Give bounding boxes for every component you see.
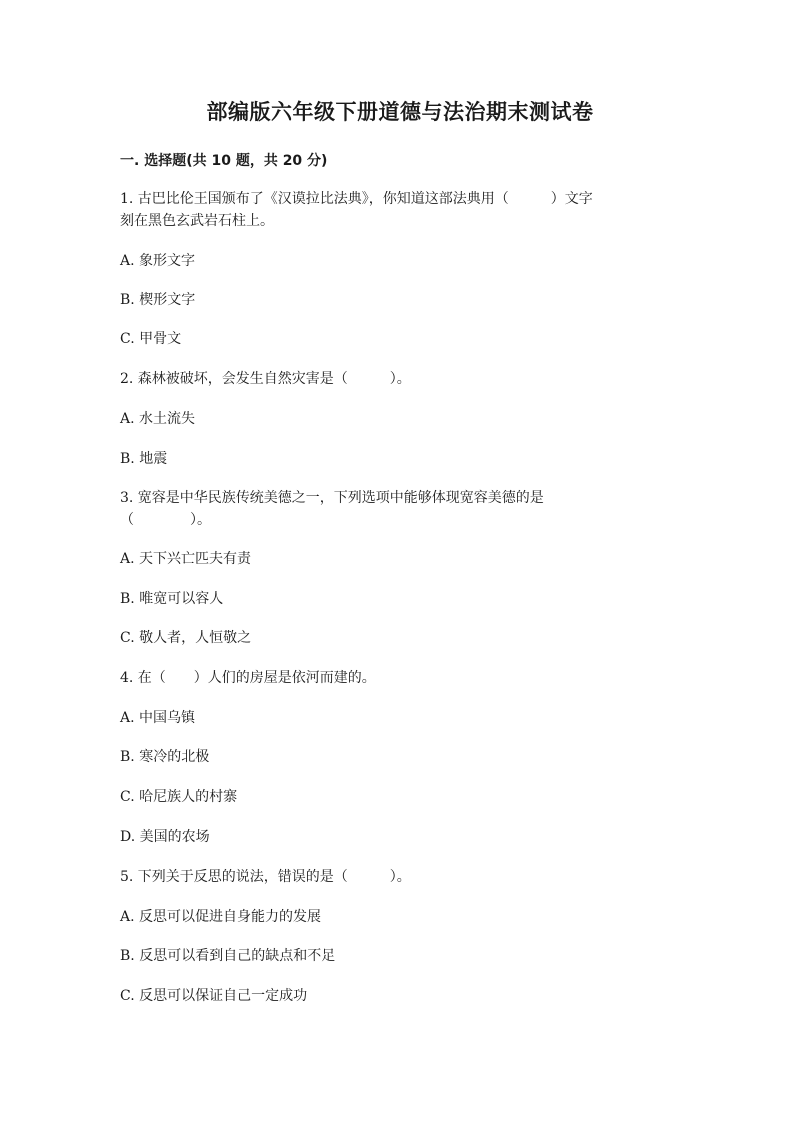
question-4-stem-line-1: 4. 在（ ）人们的房屋是依河而建的。 bbox=[120, 670, 376, 686]
question-4-option-a: A. 中国乌镇 bbox=[120, 710, 196, 726]
question-2-stem-line-1: 2. 森林被破坏，会发生自然灾害是（ ）。 bbox=[120, 371, 411, 387]
question-1-option-a: A. 象形文字 bbox=[120, 253, 196, 269]
question-3-option-c: C. 敬人者，人恒敬之 bbox=[120, 630, 252, 646]
question-4-option-c: C. 哈尼族人的村寨 bbox=[120, 789, 238, 805]
question-1-option-b: B. 楔形文字 bbox=[120, 292, 196, 308]
question-3-option-b: B. 唯宽可以容人 bbox=[120, 591, 224, 607]
question-5-option-b: B. 反思可以看到自己的缺点和不足 bbox=[120, 948, 336, 964]
page-title: 部编版六年级下册道德与法治期末测试卷 bbox=[206, 100, 594, 124]
question-5-option-c: C. 反思可以保证自己一定成功 bbox=[120, 988, 308, 1004]
question-1-stem-line-2: 刻在黑色玄武岩石柱上。 bbox=[120, 213, 274, 229]
section-heading: 一. 选择题(共 10 题，共 20 分) bbox=[120, 153, 328, 169]
question-4-option-d: D. 美国的农场 bbox=[120, 829, 210, 845]
question-3-stem-line-2: （ ）。 bbox=[120, 512, 211, 528]
question-5-stem-line-1: 5. 下列关于反思的说法，错误的是（ ）。 bbox=[120, 869, 411, 885]
question-3-stem-line-1: 3. 宽容是中华民族传统美德之一，下列选项中能够体现宽容美德的是 bbox=[120, 490, 544, 506]
question-3-option-a: A. 天下兴亡匹夫有责 bbox=[120, 551, 252, 567]
question-1-stem-line-1: 1. 古巴比伦王国颁布了《汉谟拉比法典》，你知道这部法典用（ ）文字 bbox=[120, 191, 593, 207]
question-1-option-c: C. 甲骨文 bbox=[120, 331, 182, 347]
question-5-option-a: A. 反思可以促进自身能力的发展 bbox=[120, 909, 322, 925]
question-2-option-a: A. 水土流失 bbox=[120, 411, 196, 427]
question-4-option-b: B. 寒冷的北极 bbox=[120, 749, 210, 765]
question-2-option-b: B. 地震 bbox=[120, 451, 168, 467]
